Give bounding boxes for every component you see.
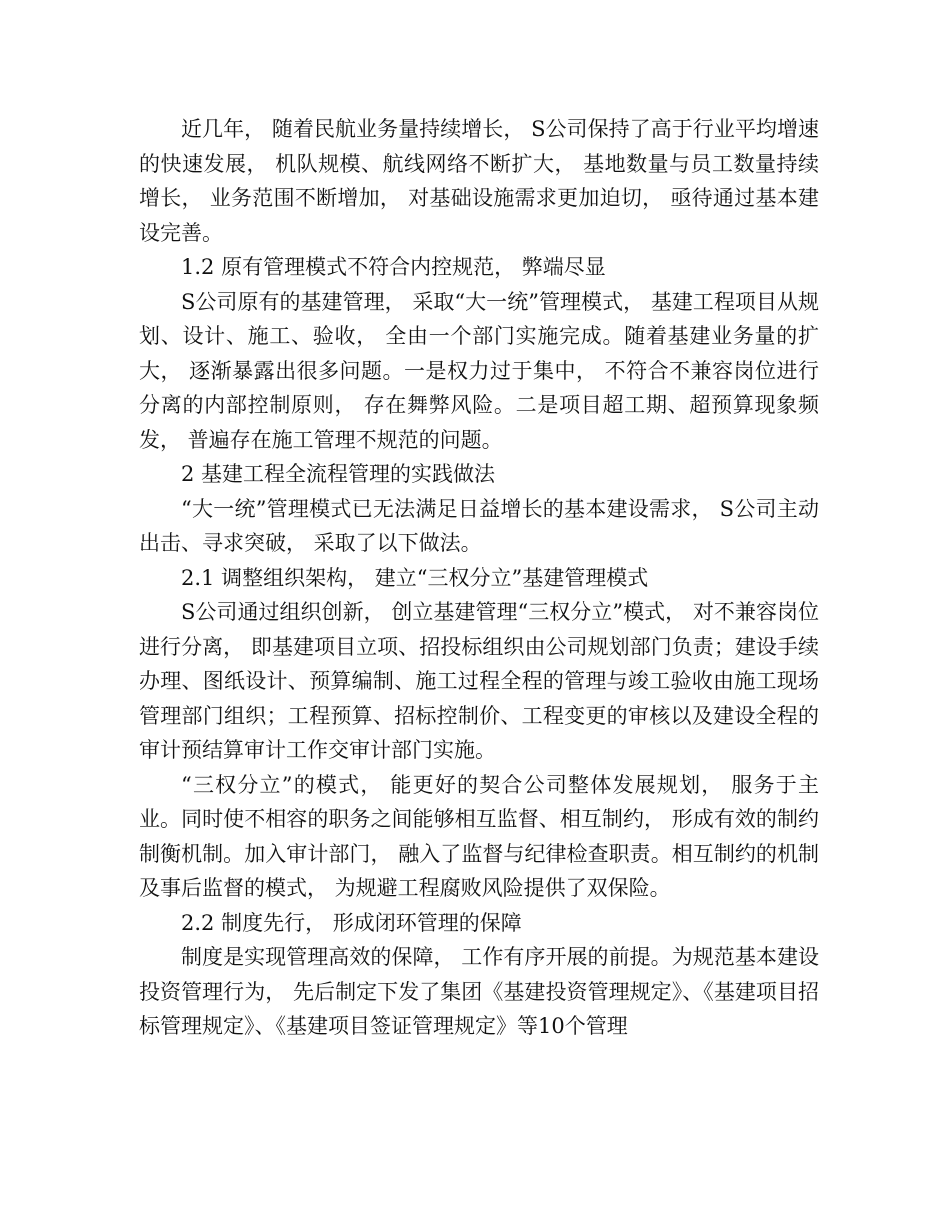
section-heading-2-1: 2.1 调整组织架构， 建立“三权分立”基建管理模式 xyxy=(181,565,649,590)
section-heading-1-2: 1.2 原有管理模式不符合内控规范， 弊端尽显 xyxy=(181,255,606,279)
paragraph-mutual-supervision: “三权分立”的模式， 能更好的契合公司整体发展规划， 服务于主业。同时使不相容的职务之间能够相互监督、相互制约， 形成有效的制约制衡机制。加入审计部门， 融入了监督与纪律检查职责。相互制约的机制及事后监督的模式， 为规避工程腐败风险提供了双保险。 xyxy=(139,772,819,900)
section-heading-2: 2 基建工程全流程管理的实践做法 xyxy=(181,462,496,486)
paragraph-regulations: 制度是实现管理高效的保障， 工作有序开展的前提。为规范基本建设投资管理行为， 先后制定下发了集团《基建投资管理规定》、《基建项目招标管理规定》、《基建项目签证管理规定》等10个管理 xyxy=(139,945,819,1038)
document-body xyxy=(139,112,819,1044)
paragraph-original-model: S公司原有的基建管理， 采取“大一统”管理模式， 基建工程项目从规划、设计、施工、验收， 全由一个部门实施完成。随着基建业务量的扩大， 逐渐暴露出很多问题。一是权力过于集中， 不符合不兼容岗位进行分离的内部控制原则， 存在舞弊风险。二是项目超工期、超预算现象频发， 普遍存在施工管理不规范的问题。 xyxy=(139,289,819,452)
paragraph-growth: 近几年， 随着民航业务量持续增长， S公司保持了高于行业平均增速的快速发展， 机队规模、航线网络不断扩大， 基地数量与员工数量持续增长， 业务范围不断增加， 对基础设施需求更加迫切， 亟待通过基本建设完善。 xyxy=(139,117,819,245)
paragraph-three-powers: S公司通过组织创新， 创立基建管理“三权分立”模式， 对不兼容岗位进行分离， 即基建项目立项、招投标组织由公司规划部门负责；建设手续办理、图纸设计、预算编制、施工过程全程的管理与竣工验收由施工现场管理部门组织；工程预算、招标控制价、工程变更的审核以及建设全程的审计预结算审计工作交审计部门实施。 xyxy=(139,600,819,762)
section-heading-2-2: 2.2 制度先行， 形成闭环管理的保障 xyxy=(181,910,522,935)
paragraph-breakthrough: “大一统”管理模式已无法满足日益增长的基本建设需求， S公司主动出击、寻求突破， 采取了以下做法。 xyxy=(139,496,819,555)
